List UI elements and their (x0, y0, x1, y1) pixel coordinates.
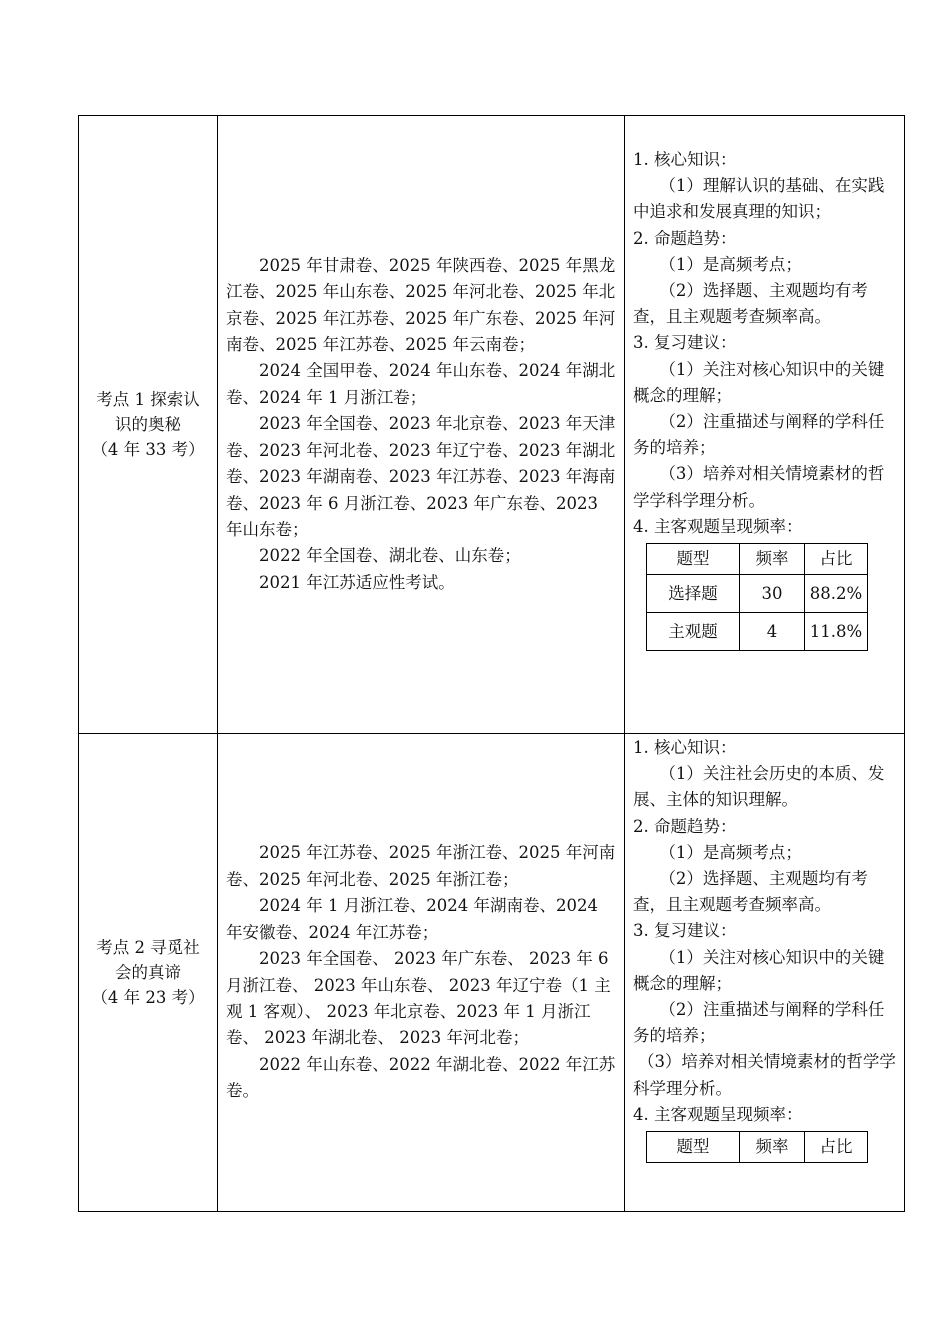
frequency-header: 占比 (805, 1132, 868, 1163)
sources-paragraph: 2022 年全国卷、湖北卷、山东卷； (259, 546, 521, 566)
frequency-row (647, 575, 868, 613)
frequency-table (646, 543, 868, 651)
sources-paragraph: 2025 年江苏卷、2025 年浙江卷、2025 年河南卷、2025 年河北卷、2025 年浙江卷； (226, 843, 616, 889)
exam-point-cell (79, 734, 218, 1212)
frequency-cell: 88.2% (805, 575, 868, 613)
frequency-cell: 30 (740, 575, 805, 613)
section-heading: 4. 主客观题呈现频率： (633, 1104, 803, 1124)
frequency-header: 题型 (647, 1132, 740, 1163)
frequency-header: 频率 (740, 1132, 805, 1163)
section-heading: 3. 复习建议： (633, 333, 737, 353)
exam-point-line: 考点 2 寻觅社 (96, 938, 200, 957)
exam-sources-cell (218, 116, 625, 734)
table-row (79, 116, 905, 734)
sources-paragraph: 2024 年 1 月浙江卷、2024 年湖南卷、2024 年安徽卷、2024 年江苏卷； (226, 896, 598, 942)
frequency-table (646, 1131, 868, 1163)
analysis-item: （2）注重描述与阐释的学科任务的培养； (633, 1000, 885, 1046)
exam-point-line: 识的奥秘 (115, 415, 181, 434)
sources-paragraph: 2022 年山东卷、2022 年湖北卷、2022 年江苏卷。 (226, 1054, 616, 1101)
analysis-cell (625, 734, 905, 1212)
exam-point-count: （4 年 33 考） (91, 440, 205, 459)
section-heading: 1. 核心知识： (633, 738, 737, 757)
analysis-item: （2）注重描述与阐释的学科任务的培养； (633, 412, 885, 458)
sources-paragraph: 2023 年全国卷、2023 年北京卷、2023 年天津卷、2023 年河北卷、2023 年辽宁卷、2023 年湖北卷、2023 年湖南卷、2023 年江苏卷、2023 年海南卷、2023 年 6 月浙江卷、2023 年广东卷、2023 年山东卷； (226, 414, 616, 539)
sources-paragraph: 2025 年甘肃卷、2025 年陕西卷、2025 年黑龙江卷、2025 年山东卷、2025 年河北卷、2025 年北京卷、2025 年江苏卷、2025 年广东卷、2025 年河南卷、2025 年江苏卷、2025 年云南卷； (226, 255, 616, 355)
section-heading: 4. 主客观题呈现频率： (633, 516, 803, 536)
analysis-item: （2）选择题、主观题均有考查，且主观题考查频率高。 (633, 869, 868, 915)
analysis-item: （3）培养对相关情境素材的哲学学科学理分析。 (633, 1052, 896, 1098)
frequency-header: 题型 (647, 544, 740, 575)
frequency-cell: 选择题 (647, 575, 740, 613)
analysis-item: （1）关注对核心知识中的关键概念的理解； (633, 359, 885, 405)
frequency-header-row (647, 1132, 868, 1163)
section-heading: 3. 复习建议： (633, 921, 737, 941)
analysis-item: （1）是高频考点； (659, 842, 802, 862)
analysis-cell (625, 116, 905, 734)
exam-analysis-table (78, 115, 905, 1212)
analysis-item: （1）关注对核心知识中的关键概念的理解； (633, 947, 885, 993)
section-heading: 2. 命题趋势： (633, 228, 737, 248)
analysis-item: （3）培养对相关情境素材的哲学学科学理分析。 (633, 464, 885, 510)
frequency-cell: 11.8% (805, 613, 868, 651)
exam-point-count: （4 年 23 考） (91, 988, 205, 1007)
frequency-row (647, 613, 868, 651)
analysis-item: （1）关注社会历史的本质、发展、主体的知识理解。 (633, 764, 885, 810)
exam-point-line: 考点 1 探索认 (96, 390, 200, 409)
exam-sources-cell (218, 734, 625, 1212)
analysis-item: （1）是高频考点； (659, 254, 802, 274)
frequency-header-row (647, 544, 868, 575)
section-heading: 2. 命题趋势： (633, 816, 737, 836)
frequency-cell: 4 (740, 613, 805, 651)
analysis-item: （2）选择题、主观题均有考查，且主观题考查频率高。 (633, 281, 868, 327)
frequency-header: 频率 (740, 544, 805, 575)
sources-paragraph: 2021 年江苏适应性考试。 (259, 572, 455, 592)
section-heading: 1. 核心知识： (633, 150, 737, 169)
frequency-cell: 主观题 (647, 613, 740, 651)
sources-paragraph: 2023 年全国卷、 2023 年广东卷、 2023 年 6 月浙江卷、 2023 年山东卷、 2023 年辽宁卷（1 主观 1 客观）、 2023 年北京卷、2023 年 1 月浙江卷、 2023 年湖北卷、 2023 年河北卷； (226, 949, 611, 1048)
exam-point-line: 会的真谛 (115, 963, 181, 982)
table-row (79, 734, 905, 1212)
sources-paragraph: 2024 全国甲卷、2024 年山东卷、2024 年湖北卷、2024 年 1 月浙江卷； (226, 361, 616, 407)
frequency-header: 占比 (805, 544, 868, 575)
analysis-item: （1）理解认识的基础、在实践中追求和发展真理的知识； (633, 176, 885, 222)
exam-point-cell (79, 116, 218, 734)
